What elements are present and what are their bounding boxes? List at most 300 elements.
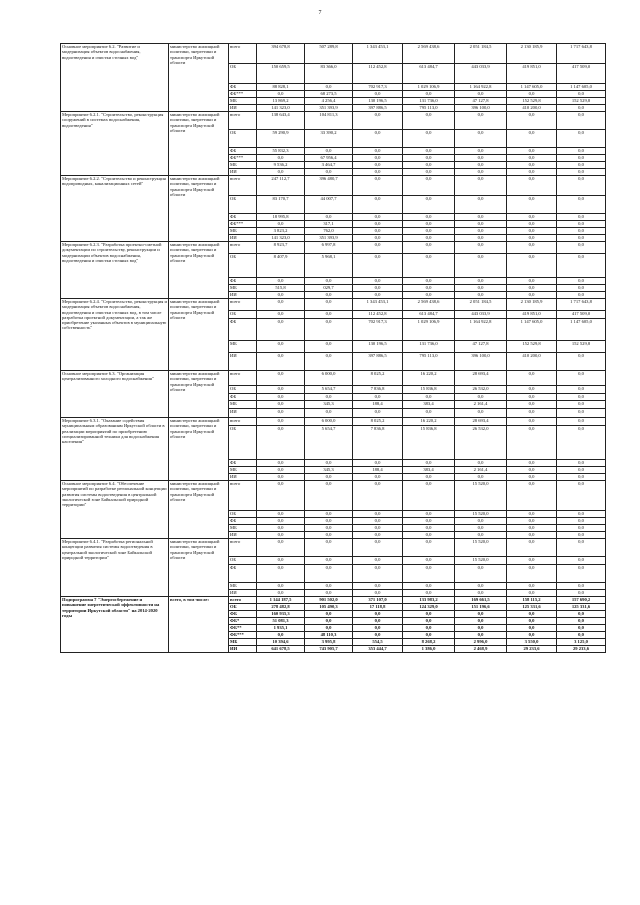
amount-cell: 0,0 <box>557 228 606 235</box>
amount-cell: 0,0 <box>507 386 557 394</box>
amount-cell: 0,0 <box>353 557 403 565</box>
amount-cell: 0,0 <box>353 590 403 597</box>
amount-cell: 0,0 <box>403 235 455 242</box>
amount-cell: 0,0 <box>557 532 606 539</box>
amount-cell: 0,0 <box>557 474 606 481</box>
amount-cell: 188,4 <box>353 467 403 474</box>
amount-cell: 0,0 <box>403 532 455 539</box>
amount-cell: 15 836,8 <box>403 426 455 460</box>
amount-cell: 0,0 <box>403 525 455 532</box>
amount-cell: 0,0 <box>557 176 606 196</box>
amount-cell: 0,0 <box>455 155 507 162</box>
amount-cell: 6 997,8 <box>305 242 353 254</box>
amount-cell: 396 100,0 <box>455 105 507 112</box>
amount-cell: 0,0 <box>507 518 557 525</box>
amount-cell: 0,0 <box>353 409 403 418</box>
funding-source: ИИ <box>229 409 257 418</box>
amount-cell: 0,0 <box>507 155 557 162</box>
amount-cell: 0,0 <box>557 409 606 418</box>
amount-cell: 0,0 <box>353 460 403 467</box>
amount-cell: 0,0 <box>557 525 606 532</box>
amount-cell: 0,0 <box>557 242 606 254</box>
amount-cell: 0,0 <box>353 196 403 214</box>
amount-cell: 138 643,4 <box>257 112 305 130</box>
amount-cell: 0,0 <box>353 632 403 639</box>
amount-cell: 371 107,0 <box>353 597 403 604</box>
amount-cell: 0,0 <box>257 565 305 583</box>
amount-cell: 0,0 <box>403 214 455 221</box>
funding-source: ФБ <box>229 394 257 401</box>
amount-cell: 188,4 <box>353 401 403 409</box>
amount-cell: 0,0 <box>455 565 507 583</box>
amount-cell: 1 147 605,0 <box>507 319 557 341</box>
amount-cell: 2 569 438,6 <box>403 44 455 64</box>
amount-cell: 0,0 <box>305 474 353 481</box>
amount-cell: 554,5 <box>353 639 403 646</box>
amount-cell: 443 033,9 <box>455 311 507 319</box>
amount-cell: 0,0 <box>403 285 455 292</box>
amount-cell: 0,0 <box>455 625 507 632</box>
amount-cell: 0,0 <box>557 426 606 460</box>
amount-cell: 0,0 <box>507 176 557 196</box>
amount-cell: 29 233,6 <box>557 646 606 653</box>
amount-cell: 0,0 <box>557 583 606 590</box>
amount-cell: 0,0 <box>455 460 507 467</box>
amount-cell: 0,0 <box>403 518 455 525</box>
amount-cell: 417 509,0 <box>557 64 606 84</box>
measure-title: Основное мероприятие 6.4. "Обеспечение мероприятий по разработке региональной концепции развития системы водоотведения в центральной экологической зоне Байкальской природной территории" <box>61 481 169 539</box>
amount-cell: 0,0 <box>403 278 455 285</box>
amount-cell: 702 917,3 <box>353 319 403 341</box>
amount-cell: 0,0 <box>305 557 353 565</box>
amount-cell: 83 170,7 <box>257 196 305 214</box>
funding-source: ОБ <box>229 254 257 278</box>
amount-cell: 795 113,0 <box>403 353 455 371</box>
amount-cell: 1 029 106,9 <box>403 84 455 91</box>
amount-cell: 0,0 <box>403 254 455 278</box>
amount-cell: 3 550,0 <box>507 639 557 646</box>
amount-cell: 0,0 <box>455 176 507 196</box>
amount-cell: 8 923,7 <box>257 242 305 254</box>
amount-cell: 0,0 <box>507 611 557 618</box>
amount-cell: 795 113,0 <box>403 105 455 112</box>
funding-source: всего <box>229 299 257 311</box>
funding-source: всего <box>229 112 257 130</box>
amount-cell: 0,0 <box>507 148 557 155</box>
amount-cell: 0,0 <box>507 557 557 565</box>
amount-cell: 0,0 <box>455 221 507 228</box>
amount-cell: 0,0 <box>507 196 557 214</box>
amount-cell: 0,0 <box>353 228 403 235</box>
amount-cell: 0,0 <box>305 590 353 597</box>
table-row <box>61 44 606 64</box>
amount-cell: 0,0 <box>305 214 353 221</box>
amount-cell: 0,0 <box>557 539 606 557</box>
amount-cell: 2 468,9 <box>455 646 507 653</box>
amount-cell: 0,0 <box>257 371 305 386</box>
amount-cell: 0,0 <box>353 169 403 176</box>
amount-cell: 0,0 <box>353 511 403 518</box>
funding-source: МБ <box>229 285 257 292</box>
amount-cell: 0,0 <box>305 409 353 418</box>
amount-cell: 3 823,2 <box>257 228 305 235</box>
amount-cell: 345,3 <box>305 401 353 409</box>
amount-cell: 0,0 <box>455 112 507 130</box>
amount-cell: 0,0 <box>455 632 507 639</box>
amount-cell: 0,0 <box>403 583 455 590</box>
amount-cell: 0,0 <box>507 214 557 221</box>
amount-cell: 9 536,2 <box>257 162 305 169</box>
funding-source: ФБ <box>229 611 257 618</box>
funding-source: МБ <box>229 467 257 474</box>
amount-cell: 0,0 <box>455 525 507 532</box>
amount-cell: 0,0 <box>507 235 557 242</box>
amount-cell: 59 290,9 <box>257 130 305 148</box>
amount-cell: 0,0 <box>353 242 403 254</box>
amount-cell: 0,0 <box>403 481 455 511</box>
amount-cell: 0,0 <box>403 155 455 162</box>
amount-cell: 131 736,0 <box>403 341 455 353</box>
amount-cell: 5 968,1 <box>305 254 353 278</box>
amount-cell: 0,0 <box>507 618 557 625</box>
amount-cell: 0,0 <box>257 426 305 460</box>
amount-cell: 0,0 <box>257 525 305 532</box>
funding-source: ФБ*** <box>229 221 257 228</box>
amount-cell: 131 736,0 <box>403 98 455 105</box>
amount-cell: 2 130 185,9 <box>507 299 557 311</box>
amount-cell: 417 509,0 <box>557 311 606 319</box>
table-row <box>61 597 606 604</box>
funding-source: ОБ <box>229 604 257 611</box>
amount-cell: 18 995,8 <box>257 214 305 221</box>
funding-source: ФБ <box>229 565 257 583</box>
amount-cell: 0,0 <box>557 386 606 394</box>
measure-title: Мероприятие 6.2.4. "Строительство, реконструкция и модернизация объектов водоснабжения, водоотведения и очистки сточных вод, в том числе разработка проектной документации, а так же приобретение указанных объектов в муниципальную собственность" <box>61 299 169 371</box>
amount-cell: 0,0 <box>507 91 557 98</box>
amount-cell: 410 200,0 <box>507 353 557 371</box>
amount-cell: 383,4 <box>403 401 455 409</box>
amount-cell: 0,0 <box>557 460 606 467</box>
amount-cell: 0,0 <box>257 583 305 590</box>
amount-cell: 0,0 <box>403 474 455 481</box>
amount-cell: 0,0 <box>305 311 353 319</box>
amount-cell: 125 331,6 <box>507 604 557 611</box>
amount-cell: 1 029 106,9 <box>403 319 455 341</box>
amount-cell: 0,0 <box>557 625 606 632</box>
amount-cell: 157 690,2 <box>557 597 606 604</box>
measure-title: Мероприятие 6.4.1. "Разработка региональной концепции развития системы водоотведения в центральной экологической зоне Байкальской природной территории" <box>61 539 169 597</box>
amount-cell: 0,0 <box>403 148 455 155</box>
funding-source: всего <box>229 418 257 426</box>
amount-cell: 0,0 <box>507 474 557 481</box>
amount-cell: 141 323,0 <box>257 105 305 112</box>
amount-cell: 0,0 <box>403 611 455 618</box>
amount-cell: 0,0 <box>557 148 606 155</box>
amount-cell: 0,0 <box>257 460 305 467</box>
responsible-org: министерство жилищной политики, энергетики и транспорта Иркутской области <box>169 371 229 418</box>
amount-cell: 0,0 <box>557 278 606 285</box>
amount-cell: 0,0 <box>353 91 403 98</box>
amount-cell: 2 051 184,5 <box>455 44 507 64</box>
funding-source: ОБ <box>229 311 257 319</box>
amount-cell: 1 343 453,1 <box>353 44 403 64</box>
amount-cell: 0,0 <box>455 590 507 597</box>
amount-cell: 0,0 <box>353 130 403 148</box>
funding-source: ОБ <box>229 196 257 214</box>
funding-source: МБ <box>229 583 257 590</box>
amount-cell: 1 147 605,0 <box>557 319 606 341</box>
amount-cell: 0,0 <box>353 221 403 228</box>
amount-cell: 0,0 <box>507 394 557 401</box>
amount-cell: 247 112,7 <box>257 176 305 196</box>
funding-source: всего <box>229 481 257 511</box>
amount-cell: 2 569 438,6 <box>403 299 455 311</box>
amount-cell: 383,4 <box>403 467 455 474</box>
amount-cell: 16 220,2 <box>403 418 455 426</box>
amount-cell: 0,0 <box>507 169 557 176</box>
amount-cell: 0,0 <box>557 235 606 242</box>
amount-cell: 2 161,4 <box>455 467 507 474</box>
amount-cell: 0,0 <box>353 518 403 525</box>
amount-cell: 0,0 <box>507 532 557 539</box>
amount-cell: 0,0 <box>257 292 305 299</box>
funding-source: ИИ <box>229 474 257 481</box>
amount-cell: 0,0 <box>455 169 507 176</box>
amount-cell: 0,0 <box>257 532 305 539</box>
funding-source: ФБ <box>229 460 257 467</box>
amount-cell: 396 480,7 <box>305 176 353 196</box>
measure-title: Мероприятие 6.2.3. "Разработка проектно-сметной документации по строительству, реконструкции и модернизации объектов водоснабжения, водоотведения и очистки сточных вод" <box>61 242 169 299</box>
amount-cell: 0,0 <box>455 292 507 299</box>
amount-cell: 901 502,0 <box>305 597 353 604</box>
responsible-org: министерство жилищной политики, энергетики и транспорта Иркутской области <box>169 418 229 481</box>
funding-source: всего <box>229 539 257 557</box>
amount-cell: 47 127,8 <box>455 98 507 105</box>
amount-cell: 0,0 <box>507 112 557 130</box>
amount-cell: 0,0 <box>403 511 455 518</box>
funding-source: ИИ <box>229 235 257 242</box>
amount-cell: 15 520,0 <box>455 511 507 518</box>
funding-source: ИИ <box>229 590 257 597</box>
amount-cell: 0,0 <box>507 511 557 518</box>
amount-cell: 419 851,0 <box>507 64 557 84</box>
funding-source: ОБ <box>229 64 257 84</box>
amount-cell: 0,0 <box>507 228 557 235</box>
amount-cell: 0,0 <box>557 418 606 426</box>
amount-cell: 0,0 <box>557 285 606 292</box>
amount-cell: 0,0 <box>305 481 353 511</box>
amount-cell: 0,0 <box>557 292 606 299</box>
amount-cell: 0,0 <box>455 518 507 525</box>
responsible-org: министерство жилищной политики, энергетики и транспорта Иркутской области <box>169 481 229 539</box>
amount-cell: 8 025,2 <box>353 371 403 386</box>
amount-cell: 0,0 <box>507 285 557 292</box>
amount-cell: 130 196,5 <box>353 341 403 353</box>
amount-cell: 104 811,3 <box>305 112 353 130</box>
amount-cell: 2 130 185,9 <box>507 44 557 64</box>
amount-cell: 0,0 <box>353 292 403 299</box>
amount-cell: 2 161,4 <box>455 401 507 409</box>
amount-cell: 443 033,9 <box>455 64 507 84</box>
amount-cell: 0,0 <box>353 176 403 196</box>
amount-cell: 0,0 <box>353 235 403 242</box>
amount-cell: 0,0 <box>455 532 507 539</box>
funding-source: ФБ <box>229 319 257 341</box>
amount-cell: 0,0 <box>557 214 606 221</box>
amount-cell: 353 444,7 <box>353 646 403 653</box>
amount-cell: 0,0 <box>403 565 455 583</box>
responsible-org: министерство жилищной политики, энергетики и транспорта Иркутской области <box>169 112 229 176</box>
amount-cell: 0,0 <box>455 618 507 625</box>
funding-source: ОБ <box>229 130 257 148</box>
amount-cell: 0,0 <box>557 196 606 214</box>
amount-cell: 169 661,5 <box>455 597 507 604</box>
amount-cell: 33 390,2 <box>305 130 353 148</box>
amount-cell: 0,0 <box>403 242 455 254</box>
amount-cell: 0,0 <box>305 394 353 401</box>
funding-source: ФБ <box>229 214 257 221</box>
amount-cell: 83 366,0 <box>305 64 353 84</box>
amount-cell: 3 995,8 <box>305 639 353 646</box>
table-row <box>61 112 606 130</box>
amount-cell: 0,0 <box>257 511 305 518</box>
amount-cell: 152 529,8 <box>557 341 606 353</box>
amount-cell: 0,0 <box>557 371 606 386</box>
amount-cell: 0,0 <box>507 292 557 299</box>
amount-cell: 0,0 <box>353 285 403 292</box>
responsible-org: министерство жилищной политики, энергетики и транспорта Иркутской области <box>169 242 229 299</box>
amount-cell: 17 118,8 <box>353 604 403 611</box>
amount-cell: 515,8 <box>257 285 305 292</box>
amount-cell: 0,0 <box>557 565 606 583</box>
amount-cell: 5 654,7 <box>305 426 353 460</box>
amount-cell: 0,0 <box>455 583 507 590</box>
measure-title: Мероприятие 6.2.1. "Строительство, реконструкция сооружений в системах водоснабжения, водоотведения" <box>61 112 169 176</box>
funding-source: МБ <box>229 228 257 235</box>
amount-cell: 28 693,4 <box>455 418 507 426</box>
amount-cell: 0,0 <box>257 278 305 285</box>
amount-cell: 10 394,6 <box>257 639 305 646</box>
amount-cell: 641 678,5 <box>257 646 305 653</box>
amount-cell: 0,0 <box>455 235 507 242</box>
amount-cell: 0,0 <box>305 169 353 176</box>
amount-cell: 0,0 <box>305 625 353 632</box>
amount-cell: 0,0 <box>305 84 353 91</box>
amount-cell: 0,0 <box>507 539 557 557</box>
amount-cell: 0,0 <box>305 532 353 539</box>
amount-cell: 0,0 <box>403 196 455 214</box>
measure-title: Основное мероприятие 6.3. "Организация централизованного холодного водоснабжения" <box>61 371 169 418</box>
amount-cell: 26 532,0 <box>455 386 507 394</box>
amount-cell: 394 678,8 <box>257 44 305 64</box>
amount-cell: 317,1 <box>305 221 353 228</box>
amount-cell: 13 869,2 <box>257 98 305 105</box>
amount-cell: 0,0 <box>507 632 557 639</box>
amount-cell: 0,0 <box>507 565 557 583</box>
amount-cell: 0,0 <box>403 618 455 625</box>
amount-cell: 0,0 <box>353 162 403 169</box>
amount-cell: 0,0 <box>257 557 305 565</box>
amount-cell: 8 407,9 <box>257 254 305 278</box>
funding-source: МБ <box>229 525 257 532</box>
amount-cell: 762,0 <box>305 228 353 235</box>
amount-cell: 0,0 <box>507 409 557 418</box>
page-number: 7 <box>318 10 322 16</box>
amount-cell: 0,0 <box>305 518 353 525</box>
amount-cell: 1 717 643,8 <box>557 299 606 311</box>
amount-cell: 0,0 <box>353 112 403 130</box>
amount-cell: 1 935,1 <box>257 625 305 632</box>
amount-cell: 0,0 <box>507 418 557 426</box>
amount-cell: 7 836,8 <box>353 426 403 460</box>
amount-cell: 151 196,6 <box>455 604 507 611</box>
amount-cell: 0,0 <box>305 148 353 155</box>
amount-cell: 0,0 <box>557 481 606 511</box>
amount-cell: 0,0 <box>403 292 455 299</box>
amount-cell: 0,0 <box>507 221 557 228</box>
amount-cell: 0,0 <box>353 278 403 285</box>
amount-cell: 67 956,4 <box>305 155 353 162</box>
amount-cell: 1 164 922,8 <box>455 84 507 91</box>
amount-cell: 613 484,7 <box>403 311 455 319</box>
amount-cell: 152 529,8 <box>507 98 557 105</box>
responsible-org: министерство жилищной политики, энергетики и транспорта Иркутской области <box>169 539 229 597</box>
amount-cell: 0,0 <box>455 196 507 214</box>
amount-cell: 0,0 <box>557 353 606 371</box>
amount-cell: 0,0 <box>455 254 507 278</box>
amount-cell: 0,0 <box>507 278 557 285</box>
amount-cell: 0,0 <box>257 341 305 353</box>
amount-cell: 141 323,0 <box>257 235 305 242</box>
amount-cell: 0,0 <box>257 474 305 481</box>
amount-cell: 0,0 <box>557 590 606 597</box>
amount-cell: 2 996,0 <box>455 639 507 646</box>
amount-cell: 44 007,7 <box>305 196 353 214</box>
funding-source: ФБ*** <box>229 91 257 98</box>
table-row <box>61 418 606 426</box>
amount-cell: 0,0 <box>353 214 403 221</box>
funding-table <box>60 43 606 653</box>
amount-cell: 0,0 <box>403 557 455 565</box>
funding-source: МБ <box>229 162 257 169</box>
amount-cell: 3 464,7 <box>305 162 353 169</box>
amount-cell: 0,0 <box>305 618 353 625</box>
measure-title: Подпрограмма 7 "Энергосбережение и повышение энергетической эффективности на территории Иркутской области" на 2014-2020 годы <box>61 597 169 653</box>
amount-cell: 0,0 <box>507 162 557 169</box>
amount-cell: 158 115,2 <box>507 597 557 604</box>
funding-source: всего <box>229 176 257 196</box>
amount-cell: 0,0 <box>305 319 353 341</box>
amount-cell: 26 532,0 <box>455 426 507 460</box>
funding-source: ИИ <box>229 292 257 299</box>
amount-cell: 0,0 <box>353 565 403 583</box>
amount-cell: 0,0 <box>403 162 455 169</box>
amount-cell: 29 233,6 <box>507 646 557 653</box>
amount-cell: 4 256,4 <box>305 98 353 105</box>
amount-cell: 0,0 <box>305 460 353 467</box>
amount-cell: 0,0 <box>557 155 606 162</box>
amount-cell: 0,0 <box>257 155 305 162</box>
amount-cell: 2 051 184,5 <box>455 299 507 311</box>
responsible-org: министерство жилищной политики, энергетики и транспорта Иркутской области <box>169 176 229 242</box>
amount-cell: 351 393,9 <box>305 105 353 112</box>
amount-cell: 0,0 <box>257 539 305 557</box>
amount-cell: 0,0 <box>455 148 507 155</box>
amount-cell: 0,0 <box>257 401 305 409</box>
amount-cell: 1 386,0 <box>403 646 455 653</box>
amount-cell: 0,0 <box>257 221 305 228</box>
amount-cell: 152 529,8 <box>507 341 557 353</box>
